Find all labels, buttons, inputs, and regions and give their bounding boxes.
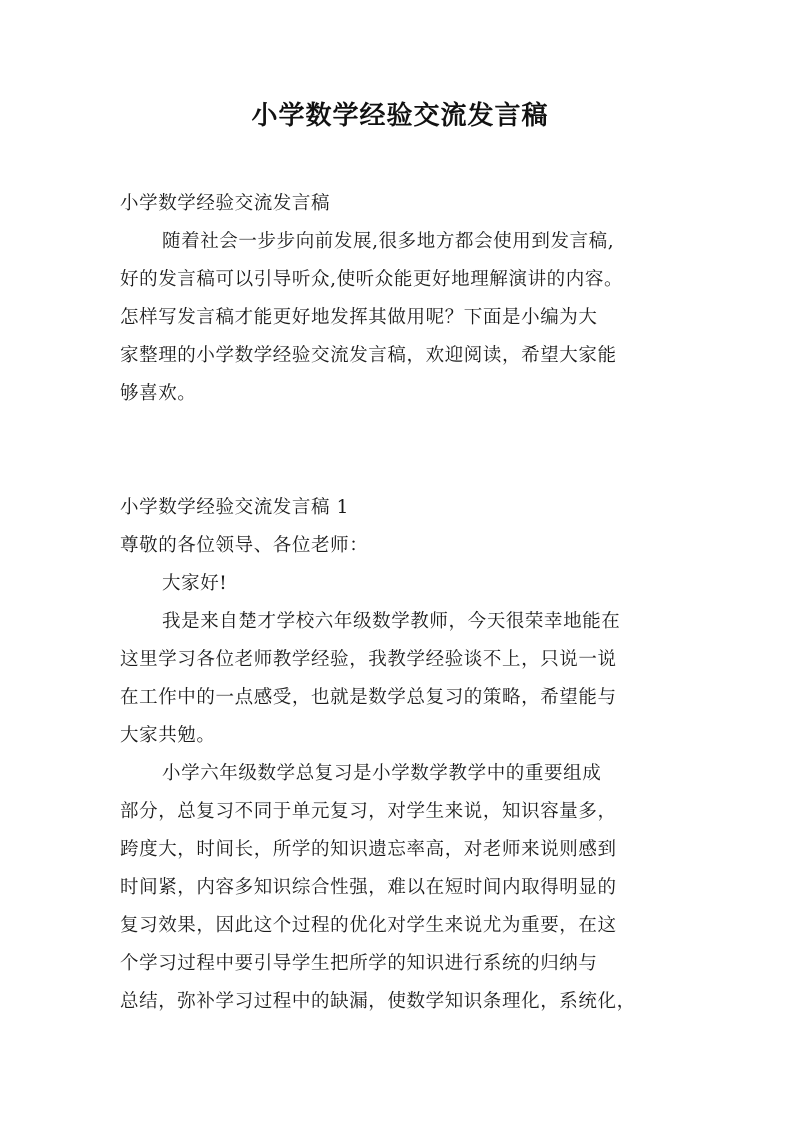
paragraph-line: 跨度大，时间长，所学的知识遗忘率高，对老师来说则感到	[120, 839, 617, 860]
paragraph-line: 部分，总复习不同于单元复习，对学生来说，知识容量多，	[120, 801, 617, 822]
paragraph-line: 好的发言稿可以引导听众,使听众能更好地理解演讲的内容。	[120, 269, 624, 290]
paragraph-line: 总结，弥补学习过程中的缺漏，使数学知识条理化，系统化，	[120, 991, 636, 1012]
paragraph-line: 家整理的小学数学经验交流发言稿，欢迎阅读，希望大家能	[120, 345, 617, 366]
paragraph-line: 个学习过程中要引导学生把所学的知识进行系统的归纳与	[120, 953, 598, 974]
paragraph-line: 够喜欢。	[120, 383, 197, 404]
document-title: 小学数学经验交流发言稿	[251, 101, 549, 131]
paragraph-line: 这里学习各位老师教学经验，我教学经验谈不上，只说一说	[120, 649, 617, 670]
paragraph-line: 随着社会一步步向前发展,很多地方都会使用到发言稿,	[162, 231, 615, 252]
paragraph-line: 在工作中的一点感受，也就是数学总复习的策略，希望能与	[120, 687, 617, 708]
paragraph-line: 小学六年级数学总复习是小学数学教学中的重要组成	[162, 763, 602, 784]
paragraph-line: 时间紧，内容多知识综合性强，难以在短时间内取得明显的	[120, 877, 617, 898]
greeting-line: 大家好!	[162, 573, 228, 594]
paragraph-line: 大家共勉。	[120, 725, 216, 746]
document-body	[120, 185, 690, 1021]
paragraph-line: 怎样写发言稿才能更好地发挥其做用呢？下面是小编为大	[120, 307, 598, 328]
section-heading: 小学数学经验交流发言稿	[120, 193, 331, 214]
paragraph-line: 我是来自楚才学校六年级数学教师，今天很荣幸地能在	[162, 611, 621, 632]
blank-space	[120, 413, 690, 489]
salutation-line: 尊敬的各位领导、各位老师：	[120, 535, 369, 556]
section-heading: 小学数学经验交流发言稿 1	[120, 497, 349, 518]
paragraph-line: 复习效果，因此这个过程的优化对学生来说尤为重要，在这	[120, 915, 617, 936]
